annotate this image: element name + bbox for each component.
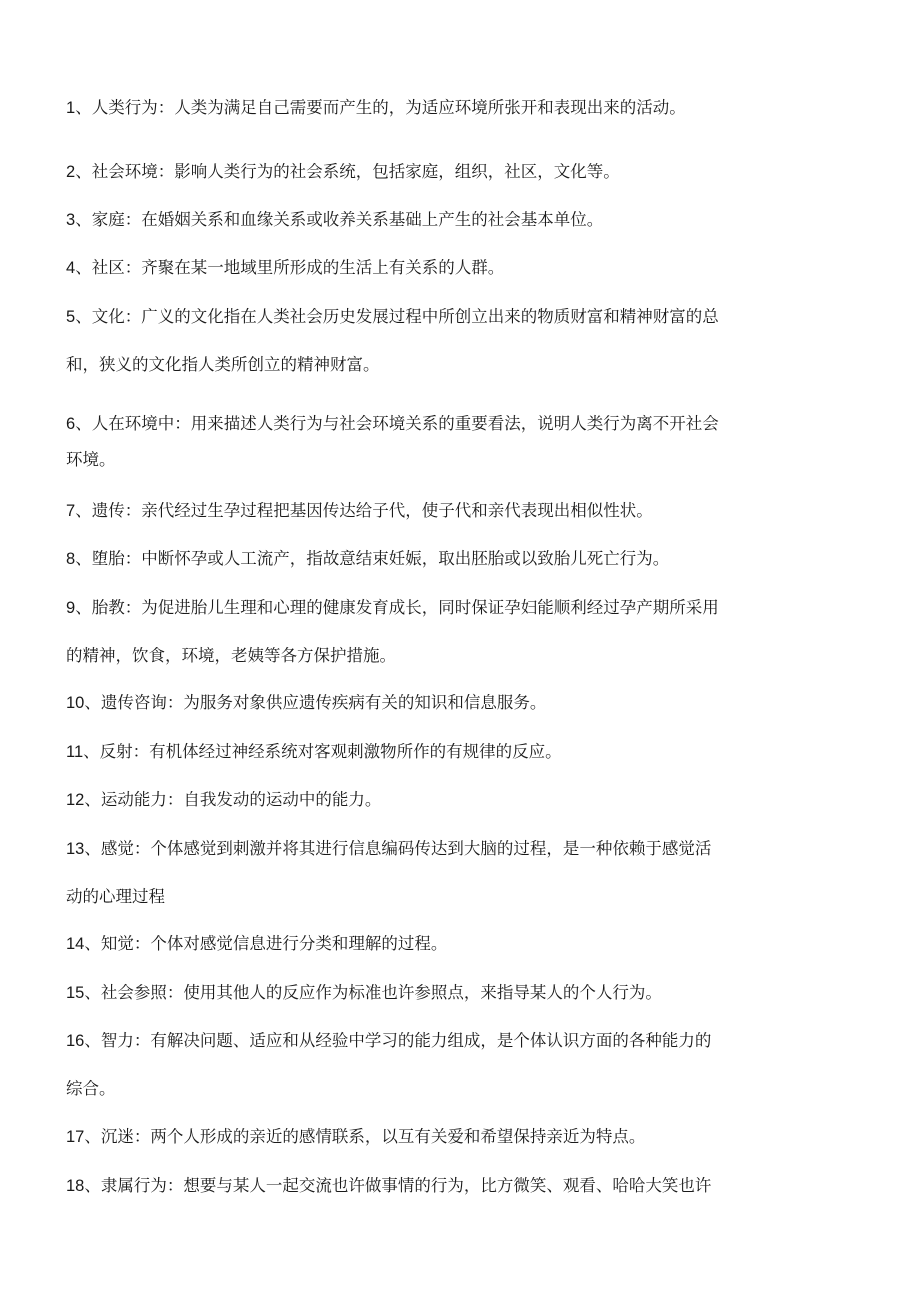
term-text: 沉迷：两个人形成的亲近的感情联系，以互有关爱和希望保持亲近为特点。 bbox=[100, 1127, 646, 1146]
term-separator: 、 bbox=[84, 1176, 101, 1195]
term-text: 社会参照：使用其他人的反应作为标准也许参照点，来指导某人的个人行为。 bbox=[100, 983, 662, 1002]
term-text: 人类行为：人类为满足自己需要而产生的，为适应环境所张开和表现出来的活动。 bbox=[91, 98, 686, 117]
term-17 bbox=[66, 1125, 796, 1149]
term-8 bbox=[66, 547, 796, 571]
term-3 bbox=[66, 208, 796, 232]
term-separator: 、 bbox=[75, 258, 92, 277]
term-number: 14 bbox=[66, 935, 85, 953]
term-number: 16 bbox=[66, 1032, 85, 1050]
term-text: 文化：广义的文化指在人类社会历史发展过程中所创立出来的物质财富和精神财富的总 bbox=[91, 307, 719, 326]
term-separator: 、 bbox=[75, 162, 92, 181]
term-text: 社会环境：影响人类行为的社会系统，包括家庭，组织，社区，文化等。 bbox=[91, 162, 620, 181]
term-10 bbox=[66, 691, 796, 715]
term-separator: 、 bbox=[75, 549, 92, 568]
term-separator: 、 bbox=[84, 839, 101, 858]
term-number: 18 bbox=[66, 1177, 85, 1195]
term-text: 智力：有解决问题、适应和从经验中学习的能力组成，是个体认识方面的各种能力的 bbox=[100, 1031, 712, 1050]
term-separator: 、 bbox=[84, 790, 101, 809]
term-separator: 、 bbox=[75, 414, 92, 433]
term-text: 家庭：在婚姻关系和血缘关系或收养关系基础上产生的社会基本单位。 bbox=[91, 210, 604, 229]
term-12 bbox=[66, 788, 796, 812]
term-number: 2 bbox=[66, 163, 76, 181]
term-5 bbox=[66, 305, 796, 329]
term-number: 7 bbox=[66, 502, 76, 520]
term-number: 8 bbox=[66, 550, 76, 568]
term-9-continuation: 的精神，饮食，环境，老姨等各方保护措施。 bbox=[66, 646, 396, 665]
term-separator: 、 bbox=[83, 742, 100, 761]
term-separator: 、 bbox=[75, 210, 92, 229]
term-16 bbox=[66, 1029, 796, 1053]
term-separator: 、 bbox=[75, 598, 92, 617]
term-11 bbox=[66, 740, 796, 764]
term-number: 17 bbox=[66, 1128, 85, 1146]
term-text: 隶属行为：想要与某人一起交流也许做事情的行为，比方微笑、观看、哈哈大笑也许 bbox=[100, 1176, 712, 1195]
term-separator: 、 bbox=[84, 693, 101, 712]
term-1 bbox=[66, 96, 796, 120]
term-13 bbox=[66, 837, 796, 861]
term-separator: 、 bbox=[75, 307, 92, 326]
term-7 bbox=[66, 499, 796, 523]
term-16-continuation: 综合。 bbox=[66, 1079, 116, 1098]
term-text: 感觉：个体感觉到刺激并将其进行信息编码传达到大脑的过程，是一种依赖于感觉活 bbox=[100, 839, 712, 858]
term-separator: 、 bbox=[75, 98, 92, 117]
term-number: 3 bbox=[66, 211, 76, 229]
term-number: 10 bbox=[66, 694, 85, 712]
term-number: 6 bbox=[66, 415, 76, 433]
term-text: 反射：有机体经过神经系统对客观刺激物所作的有规律的反应。 bbox=[99, 742, 562, 761]
term-text: 胎教：为促进胎儿生理和心理的健康发育成长，同时保证孕妇能顺利经过孕产期所采用 bbox=[91, 598, 719, 617]
term-6-continuation: 环境。 bbox=[66, 450, 116, 469]
term-9 bbox=[66, 596, 796, 620]
term-number: 5 bbox=[66, 308, 76, 326]
term-number: 4 bbox=[66, 259, 76, 277]
term-14 bbox=[66, 932, 796, 956]
term-separator: 、 bbox=[84, 983, 101, 1002]
term-number: 12 bbox=[66, 791, 85, 809]
term-18 bbox=[66, 1174, 796, 1198]
term-6 bbox=[66, 412, 796, 436]
term-15 bbox=[66, 981, 796, 1005]
term-2 bbox=[66, 160, 796, 184]
term-text: 堕胎：中断怀孕或人工流产，指故意结束妊娠，取出胚胎或以致胎儿死亡行为。 bbox=[91, 549, 670, 568]
term-text: 人在环境中：用来描述人类行为与社会环境关系的重要看法，说明人类行为离不开社会 bbox=[91, 414, 719, 433]
term-number: 11 bbox=[66, 743, 84, 761]
term-text: 社区：齐聚在某一地域里所形成的生活上有关系的人群。 bbox=[91, 258, 505, 277]
term-4 bbox=[66, 256, 796, 280]
term-13-continuation: 动的心理过程 bbox=[66, 887, 165, 906]
term-text: 运动能力：自我发动的运动中的能力。 bbox=[100, 790, 382, 809]
term-separator: 、 bbox=[75, 501, 92, 520]
term-number: 1 bbox=[66, 99, 76, 117]
term-number: 9 bbox=[66, 599, 76, 617]
term-5-continuation: 和，狭义的文化指人类所创立的精神财富。 bbox=[66, 355, 380, 374]
term-number: 13 bbox=[66, 840, 85, 858]
term-text: 遗传：亲代经过生孕过程把基因传达给子代，使子代和亲代表现出相似性状。 bbox=[91, 501, 653, 520]
term-separator: 、 bbox=[84, 1031, 101, 1050]
term-text: 知觉：个体对感觉信息进行分类和理解的过程。 bbox=[100, 934, 448, 953]
term-number: 15 bbox=[66, 984, 85, 1002]
term-text: 遗传咨询：为服务对象供应遗传疾病有关的知识和信息服务。 bbox=[100, 693, 547, 712]
term-separator: 、 bbox=[84, 1127, 101, 1146]
term-separator: 、 bbox=[84, 934, 101, 953]
